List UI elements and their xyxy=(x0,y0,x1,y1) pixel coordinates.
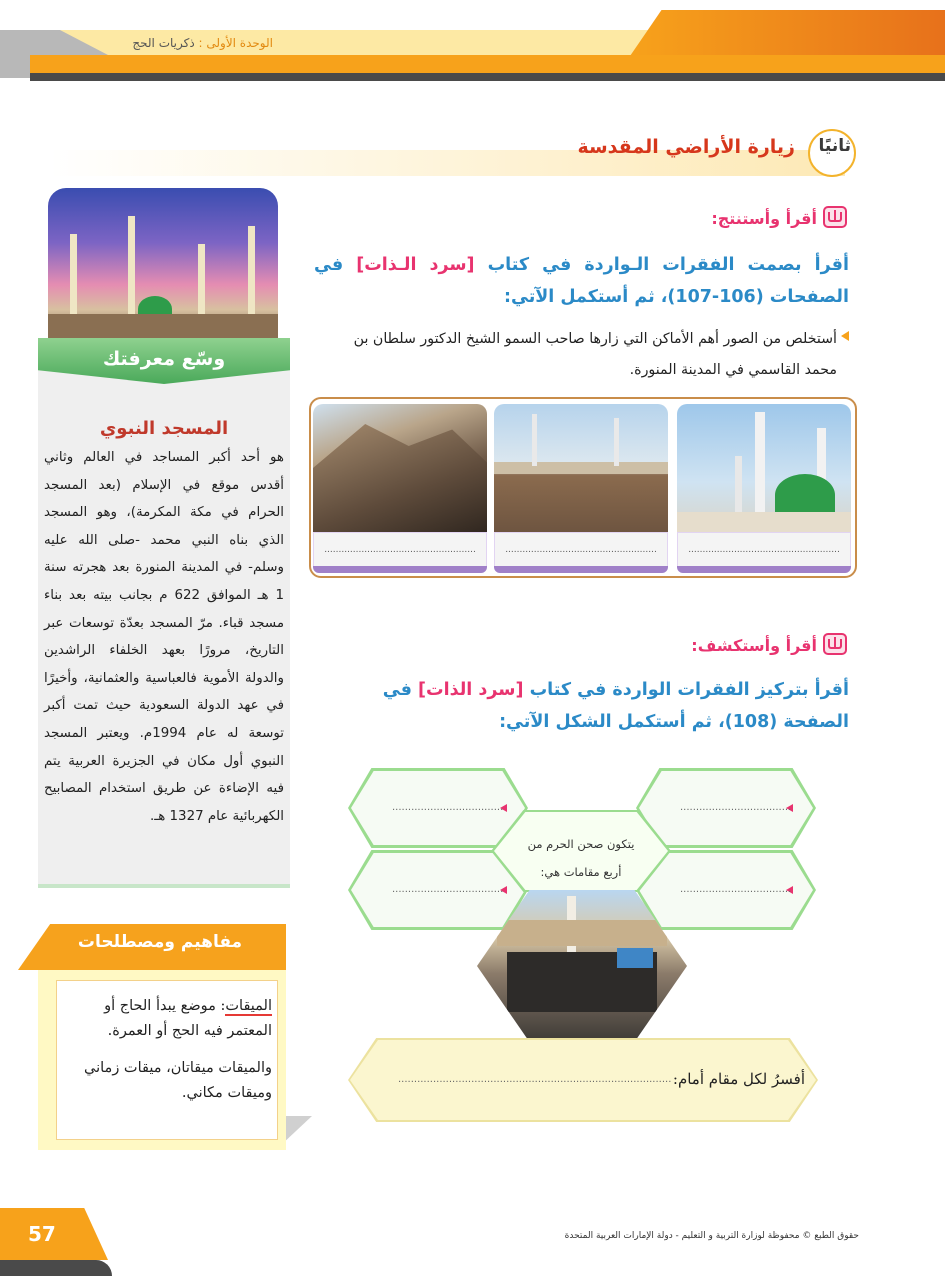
concepts-title: مفاهيم ومصطلحات xyxy=(77,932,243,952)
header-dark-band xyxy=(30,73,945,81)
read-deduce-title: أقرأ وأستنتج: xyxy=(711,209,817,228)
minaret-shape xyxy=(532,414,537,466)
center-line: أربع مقامات هي: xyxy=(540,865,622,879)
caption-bar xyxy=(677,566,851,573)
prophet-mosque-heading: المسجد النبوي xyxy=(99,418,229,439)
read-deduce-instruction xyxy=(314,249,849,313)
unit-label: الوحدة الأولى xyxy=(206,36,273,50)
read-deduce-bullet: أستخلص من الصور أهم الأماكن التي زارها صاحب السمو الشيخ الدكتور سلطان بن محمد القاسمي في المدينة المنورة. xyxy=(353,331,837,378)
interpret-blank[interactable]: ...................................................................................... xyxy=(398,1074,672,1085)
book-glyph xyxy=(828,212,842,222)
header-orange-band xyxy=(30,55,945,73)
station-blank[interactable]: ................................... xyxy=(392,802,504,813)
read-explore-instruction xyxy=(319,674,849,738)
center-line: يتكون صحن الحرم من xyxy=(527,837,635,851)
book-title: [سرد الـذات] xyxy=(356,255,475,275)
photo-caption-blank[interactable]: ..................................................... xyxy=(494,532,668,566)
copyright-text: حقوق الطبع © محفوظة لوزارة التربية و التعليم - دولة الإمارات العربية المتحدة xyxy=(564,1231,859,1241)
photo-caption-blank[interactable]: ..................................................... xyxy=(313,532,487,566)
center-hex-text xyxy=(494,830,668,886)
instruction-part: أقرأ بتركيز الفقرات الواردة في كتاب xyxy=(523,680,849,700)
mountain-photo xyxy=(313,404,487,534)
mountain-shape xyxy=(313,424,487,534)
interpret-label: أفسرُ لكل مقام أمام: xyxy=(672,1070,805,1088)
book-icon xyxy=(823,633,847,655)
photo-caption-blank[interactable]: ..................................................... xyxy=(677,532,851,566)
sidebar-bottom-bar xyxy=(38,884,290,888)
concept-extra: والميقات ميقاتان، ميقات زماني وميقات مكاني. xyxy=(84,1060,272,1101)
concept-term: الميقات xyxy=(225,998,272,1014)
mosque-wall-shape xyxy=(677,512,851,534)
concepts-text xyxy=(64,994,272,1106)
station-blank[interactable]: ................................... xyxy=(392,884,504,895)
caption-bar xyxy=(313,566,487,573)
minaret-shape xyxy=(614,418,619,466)
book-glyph xyxy=(828,639,842,649)
baqi-cemetery-photo xyxy=(494,404,668,534)
unit-separator: : xyxy=(194,36,207,50)
book-title: [سرد الذات] xyxy=(418,680,524,700)
footer-dark-band xyxy=(0,1260,112,1276)
book-icon xyxy=(823,206,847,228)
buildings-shape xyxy=(497,920,667,946)
header-decoration xyxy=(630,10,945,56)
station-blank[interactable]: ................................... xyxy=(680,884,792,895)
page-number: 57 xyxy=(28,1222,56,1246)
bullet-arrow-icon xyxy=(841,331,849,341)
wall-shape xyxy=(494,462,668,474)
unit-title xyxy=(132,36,273,50)
read-explore-title: أقرأ وأستكشف: xyxy=(691,636,817,655)
instruction-part: في الصفحة (108)، ثم أستكمل الشكل الآتي: xyxy=(382,680,849,732)
green-dome-shape xyxy=(775,474,835,516)
expand-knowledge-title: وسّع معرفتك xyxy=(102,348,226,370)
green-dome-mosque-photo xyxy=(677,404,851,534)
canopy-shape xyxy=(617,948,653,968)
instruction-part: أقرأ بصمت الفقرات الـواردة في كتاب xyxy=(474,255,849,275)
unit-subtitle: ذكريات الحج xyxy=(132,36,195,50)
section-title: زيارة الأراضي المقدسة xyxy=(577,136,795,158)
instruction-part: في الصفحات (106-107)، ثم أستكمل الآتي: xyxy=(314,255,849,307)
prophet-mosque-text: هو أحد أكبر المساجد في العالم وثاني أقدس موقع في الإسلام (بعد المسجد الحرام في مكة المكرمة)، وهو المسجد الذي بناه النبي محمد -صلى الله عليه وسلم- في المدينة المنورة بعد هجرته سنة 1 هـ الموافق 622 م بجانب بيته بعد بناء مسجد قباء. مرّ المسجد بعدّة توسعات عبر التاريخ، مرورًا بعهد الخلفاء الراشدين والدولة الأموية فالعباسية والعثمانية، وأخيرًا في عهد الدولة السعودية حيث تمت أكبر توسعة له عام 1994م. ويعتبر المسجد النبوي أول مكان في الجزيرة العربية يتم فيه الإضاءة عن طريق استخدام المصابيح الكهربائية عام 1327 هـ. xyxy=(44,450,284,824)
station-blank[interactable]: ................................... xyxy=(680,802,792,813)
section-badge: ثانيًا xyxy=(818,136,851,156)
prophet-mosque-photo xyxy=(48,188,278,344)
concept-definition: : موضع يبدأ الحاج أو المعتمر فيه الحج أو العمرة. xyxy=(104,998,272,1039)
caption-bar xyxy=(494,566,668,573)
